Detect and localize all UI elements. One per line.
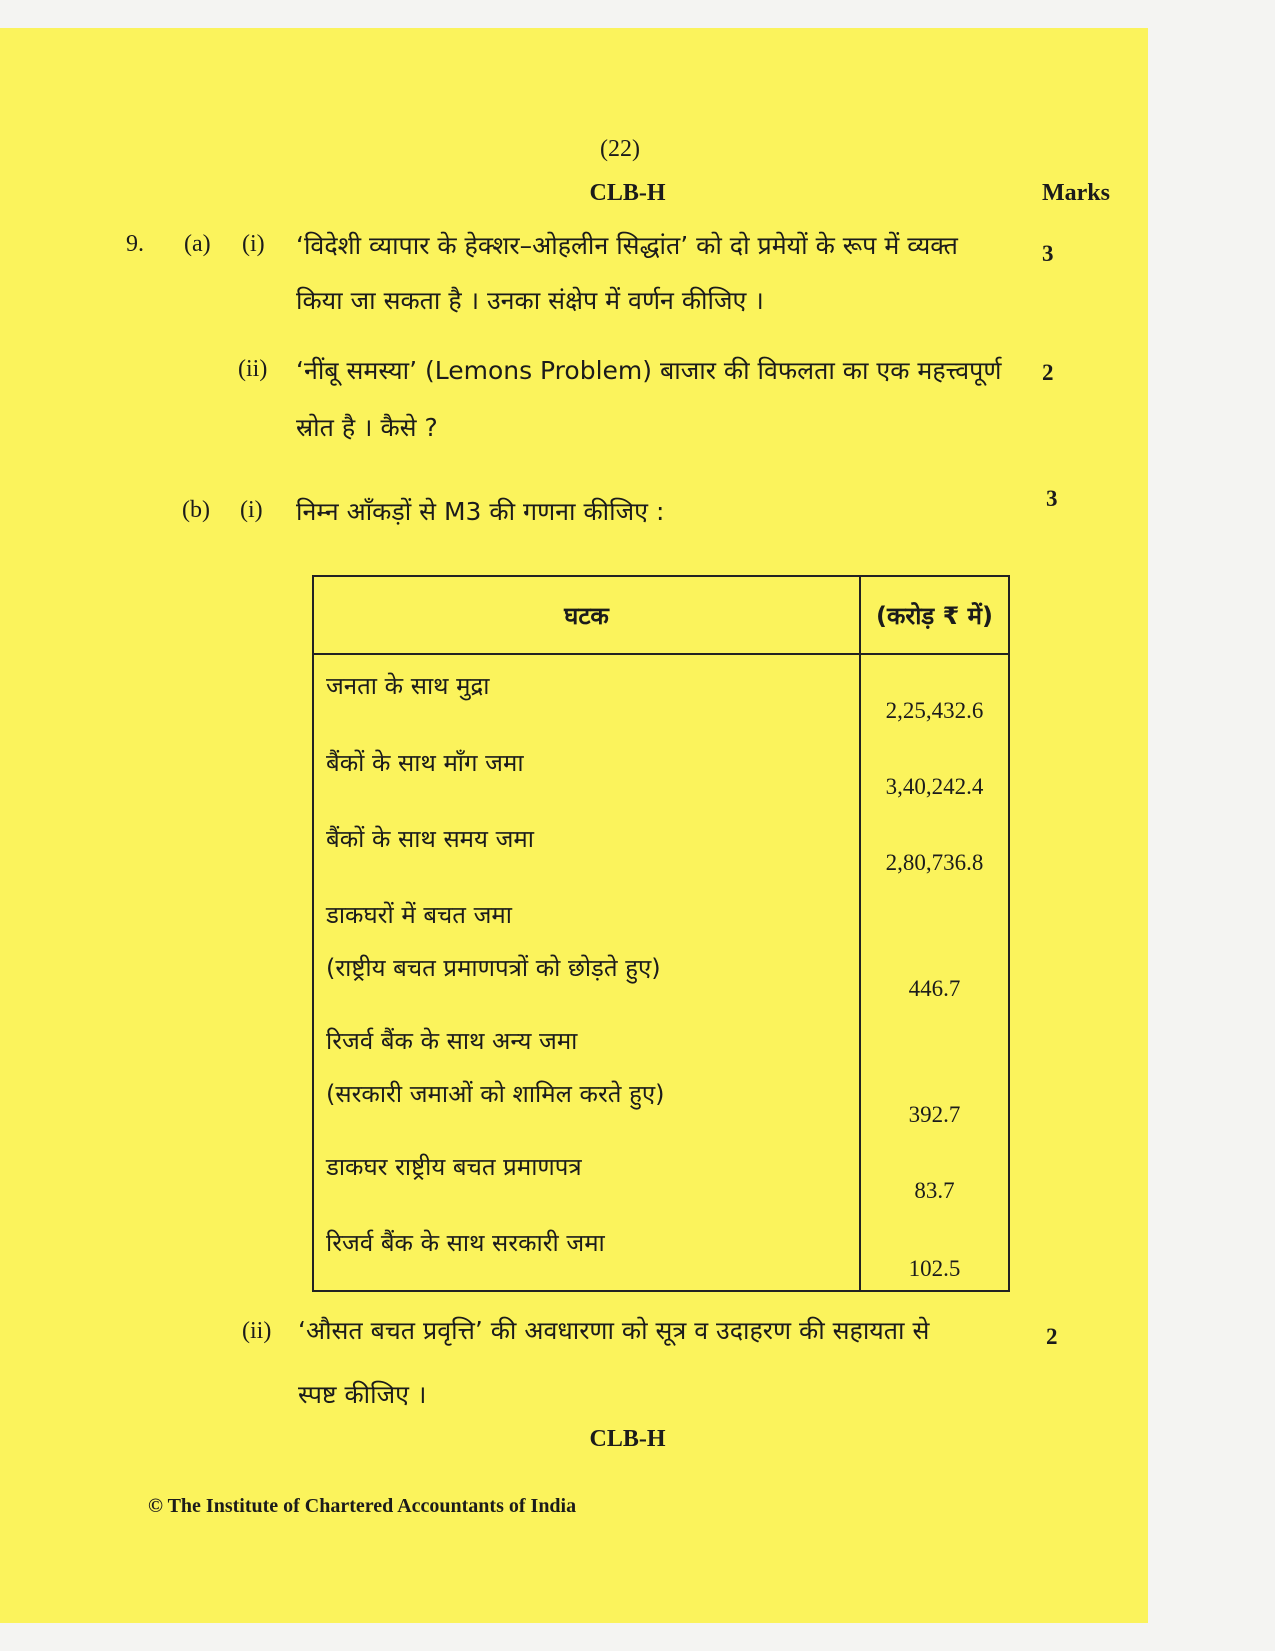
table-row <box>313 884 1009 1010</box>
row-label: रिजर्व बैंक के साथ सरकारी जमा <box>313 1212 860 1291</box>
part-a-ii-marks: 2 <box>1042 360 1054 385</box>
part-a-i-text-line1: ‘विदेशी व्यापार के हेक्शर–ओहलीन सिद्धांत’ को दो प्रमेयों के रूप में व्यक्त <box>296 231 958 260</box>
part-a-ii-label: (ii) <box>238 356 268 382</box>
part-b-label: (b) <box>182 497 210 523</box>
paper-code-header: CLB-H <box>589 180 666 206</box>
m3-data-table <box>312 575 1010 1292</box>
table-row <box>313 732 1009 808</box>
part-b-ii-text-line1: ‘औसत बचत प्रवृत्ति’ की अवधारणा को सूत्र व उदाहरण की सहायता से <box>298 1316 930 1345</box>
row-label: बैंकों के साथ समय जमा <box>313 808 860 884</box>
part-a-label: (a) <box>184 231 211 257</box>
part-b-i-text: निम्न आँकड़ों से M3 की गणना कीजिए : <box>296 497 665 526</box>
page-number: (22) <box>600 136 640 162</box>
part-b-ii-marks: 2 <box>1046 1324 1058 1349</box>
exam-page <box>0 28 1148 1623</box>
row-label: डाकघरों में बचत जमा <box>326 901 512 929</box>
copyright-notice: © The Institute of Chartered Accountants of India <box>148 1495 577 1517</box>
part-b-ii-text-line2: स्पष्ट कीजिए । <box>298 1380 427 1409</box>
paper-code-footer: CLB-H <box>589 1426 666 1452</box>
part-a-ii-text-line1: ‘नींबू समस्या’ (Lemons Problem) बाजार की विफलता का एक महत्त्वपूर्ण <box>296 356 1002 385</box>
row-sublabel: (राष्ट्रीय बचत प्रमाणपत्रों को छोड़ते हुए) <box>326 954 661 982</box>
row-label: जनता के साथ मुद्रा <box>313 654 860 732</box>
table-row <box>313 808 1009 884</box>
header-amount: (करोड़ ₹ में) <box>860 576 1009 654</box>
row-label-group <box>313 1010 860 1136</box>
part-a-i-label: (i) <box>242 231 265 257</box>
row-value: 3,40,242.4 <box>860 732 1009 808</box>
part-b-i-label: (i) <box>240 497 263 523</box>
row-label: बैंकों के साथ माँग जमा <box>313 732 860 808</box>
row-label: डाकघर राष्ट्रीय बचत प्रमाणपत्र <box>313 1136 860 1212</box>
table-row <box>313 1010 1009 1136</box>
part-a-ii-text-line2: स्रोत है । कैसे ? <box>296 413 438 442</box>
table-header-row <box>313 576 1009 654</box>
table-row <box>313 1136 1009 1212</box>
header-component: घटक <box>313 576 860 654</box>
part-a-i-marks: 3 <box>1042 241 1054 266</box>
table-row <box>313 654 1009 732</box>
marks-heading: Marks <box>1042 180 1110 206</box>
row-value: 392.7 <box>860 1010 1009 1136</box>
row-value: 446.7 <box>860 884 1009 1010</box>
row-value: 102.5 <box>860 1212 1009 1291</box>
row-value: 83.7 <box>860 1136 1009 1212</box>
row-value: 2,25,432.6 <box>860 654 1009 732</box>
part-b-i-marks: 3 <box>1046 486 1058 511</box>
table-row <box>313 1212 1009 1291</box>
part-b-ii-label: (ii) <box>242 1318 272 1344</box>
part-a-i-text-line2: किया जा सकता है । उनका संक्षेप में वर्णन कीजिए । <box>296 286 764 315</box>
question-number: 9. <box>126 231 144 257</box>
row-value: 2,80,736.8 <box>860 808 1009 884</box>
row-label-group <box>313 884 860 1010</box>
row-sublabel: (सरकारी जमाओं को शामिल करते हुए) <box>326 1080 665 1108</box>
row-label: रिजर्व बैंक के साथ अन्य जमा <box>326 1027 578 1055</box>
